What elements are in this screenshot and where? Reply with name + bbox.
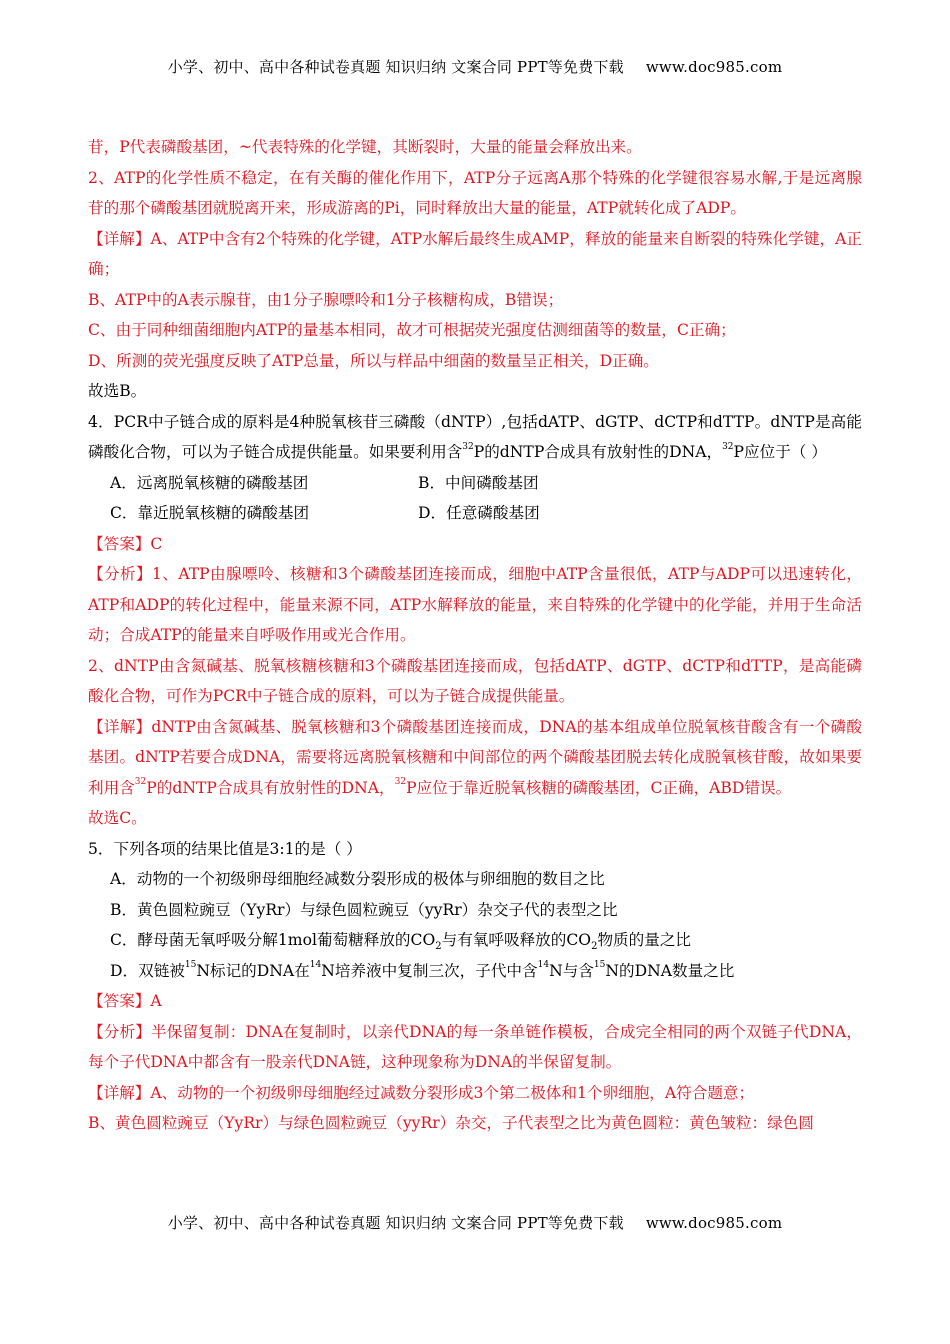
option-c: C．酵母菌无氧呼吸分解1mol葡萄糖释放的$CO_2$与有氧呼吸释放的$CO_2$物质的量之比: [110, 931, 692, 953]
explanation-line: 苷，P代表磷酸基团，~代表特殊的化学键，其断裂时，大量的能量会释放出来。: [88, 138, 642, 156]
answer-line: 【答案】A: [88, 992, 162, 1010]
question-5-stem: 5．下列各项的结果比值是3:1的是（ ）: [88, 839, 362, 858]
option-b: B．中间磷酸基团: [418, 473, 539, 492]
question-4-options-row2: [88, 498, 862, 529]
analysis-line: 2、dNTP由含氮碱基、脱氧核糖核糖和3个磷酸基团连接而成，包括dATP、dGTP、dCTP和dTTP，是高能磷酸化合物，可作为PCR中子链合成的原料，可以为子链合成提供能量。: [88, 656, 862, 705]
explanation-line: 【详解】A、ATP中含有2个特殊的化学键，ATP水解后最终生成AMP，释放的能量来自断裂的特殊化学键，A正确；: [88, 229, 862, 278]
option-a: A．远离脱氧核糖的磷酸基团: [110, 473, 309, 492]
choose-line: 故选C。: [88, 809, 147, 827]
answer-line: 【答案】C: [88, 534, 163, 553]
detail-line: 【详解】dNTP由含氮碱基、脱氧核糖和3个磷酸基团连接而成，DNA的基本组成单位脱氧核苷酸含有一个磷酸基团。dNTP若要合成DNA，需要将远离脱氧核糖和中间部位的两个磷酸基团脱去转化成脱氧核苷酸，故如果要利用含$^{32}$P的dNTP合成具有放射性的DNA，$^{32}$P应位于靠近脱氧核糖的磷酸基团，C正确，ABD错误。: [88, 717, 862, 797]
footer-url[interactable]: www.doc985.com: [645, 1214, 783, 1232]
header-text: 小学、初中、高中各种试卷真题 知识归纳 文案合同 PPT等免费下载: [167, 58, 624, 76]
option-d: D．任意磷酸基团: [418, 504, 540, 522]
explanation-line: 2、ATP的化学性质不稳定，在有关酶的催化作用下，ATP分子远离A那个特殊的化学键很容易水解,于是远离腺苷的那个磷酸基团就脱离开来，形成游离的Pi，同时释放出大量的能量，ATP就转化成了ADP。: [88, 168, 862, 217]
option-a: A．动物的一个初级卵母细胞经减数分裂形成的极体与卵细胞的数目之比: [110, 870, 605, 888]
document-body: [88, 132, 862, 1139]
option-c: C．靠近脱氧核糖的磷酸基团: [110, 504, 310, 522]
choose-line: 故选B。: [88, 382, 147, 400]
header-url[interactable]: www.doc985.com: [645, 58, 783, 76]
explanation-line: C、由于同种细菌细胞内ATP的量基本相同，故才可根据荧光强度估测细菌等的数量，C正确；: [88, 321, 736, 339]
question-4-options-row1: [88, 468, 862, 499]
detail-line: B、黄色圆粒豌豆（YyRr）与绿色圆粒豌豆（yyRr）杂交，子代表型之比为黄色圆粒：黄色皱粒：绿色圆: [88, 1114, 814, 1132]
page-footer: [0, 1212, 950, 1233]
question-4-stem: 4．PCR中子链合成的原料是4种脱氧核苷三磷酸（dNTP）,包括dATP、dGTP、dCTP和dTTP。dNTP是高能磷酸化合物，可以为子链合成提供能量。如果要利用含$^{32}$P的dNTP合成具有放射性的DNA，$^{32}$P应位于（ ）: [88, 412, 862, 461]
analysis-line: 【分析】1、ATP由腺嘌呤、核糖和3个磷酸基团连接而成，细胞中ATP含量很低，ATP与ADP可以迅速转化，ATP和ADP的转化过程中，能量来源不同，ATP水解释放的能量，来自特殊的化学键中的化学能，并用于生命活动；合成ATP的能量来自呼吸作用或光合作用。: [88, 565, 862, 644]
option-b: B．黄色圆粒豌豆（YyRr）与绿色圆粒豌豆（yyRr）杂交子代的表型之比: [110, 900, 618, 919]
explanation-line: D、所测的荧光强度反映了ATP总量，所以与样品中细菌的数量呈正相关，D正确。: [88, 351, 659, 370]
footer-text: 小学、初中、高中各种试卷真题 知识归纳 文案合同 PPT等免费下载: [167, 1214, 624, 1232]
analysis-line: 【分析】半保留复制：DNA在复制时，以亲代DNA的每一条单链作模板，合成完全相同的两个双链子代DNA，每个子代DNA中都含有一股亲代DNA链，这种现象称为DNA的半保留复制。: [88, 1022, 862, 1071]
option-d: D．双链被$^{15}$N标记的DNA在$^{14}$N培养液中复制三次，子代中含$^{14}$N与含$^{15}$N的DNA数量之比: [110, 960, 735, 980]
explanation-line: B、ATP中的A表示腺苷，由1分子腺嘌呤和1分子核糖构成，B错误；: [88, 290, 564, 309]
page-header: [0, 56, 950, 77]
detail-line: 【详解】A、动物的一个初级卵母细胞经过减数分裂形成3个第二极体和1个卵细胞，A符合题意；: [88, 1083, 755, 1102]
